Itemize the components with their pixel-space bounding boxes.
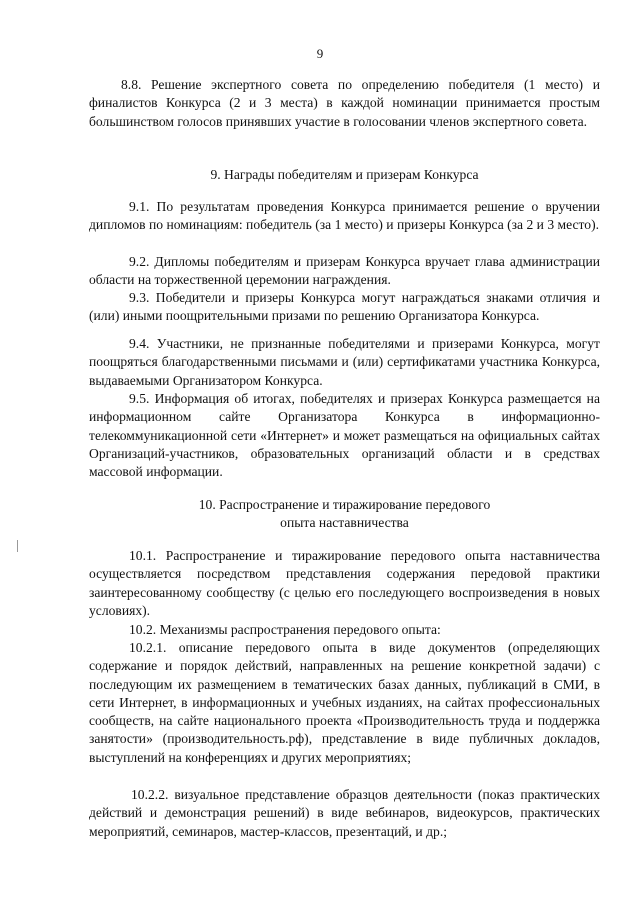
paragraph-9-3: 9.3. Победители и призеры Конкурса могут награждаться знаками отличия и (или) иными поощрительными призами по решению Организатора Конкурса. bbox=[89, 290, 600, 324]
paragraph-9-1: 9.1. По результатам проведения Конкурса принимается решение о вручении дипломов по номинациям: победитель (за 1 место) и призеры Конкурса (за 2 и 3 место). bbox=[89, 199, 600, 233]
paragraph-8-8: 8.8. Решение экспертного совета по определению победителя (1 место) и финалистов Конкурса (2 и 3 места) в каждой номинации принимается простым большинством голосов принявших участие в голосовании членов экспертного совета. bbox=[89, 77, 600, 129]
paragraph-10-2-1: 10.2.1. описание передового опыта в виде документов (определяющих содержание и порядок действий, направленных на решение конкретной задачи) с последующим их размещением в тематических базах данных, публикаций в СМИ, в сети Интернет, в информационных и учебных изданиях, на сайтах профессиональных сообществ, на сайте национального проекта «Производительность труда и поддержка занятости» (производительность.рф), представление в виде публичных докладов, выступлений на конференциях и других мероприятиях; bbox=[89, 640, 600, 765]
paragraph-9-5: 9.5. Информация об итогах, победителях и призерах Конкурса размещается на информационном сайте Организатора Конкурса в информационно-телекоммуникационной сети «Интернет» и может размещаться на официальных сайтах Организаций-участников, образовательных организаций области и в средствах массовой информации. bbox=[89, 391, 600, 480]
page-number: 9 bbox=[316, 46, 324, 61]
section-10-title-line2: опыта наставничества bbox=[280, 515, 409, 531]
paragraph-10-2: 10.2. Механизмы распространения передового опыта: bbox=[129, 622, 441, 637]
section-10-title-line1: 10. Распространение и тиражирование передового bbox=[198, 497, 491, 512]
section-9-title: 9. Награды победителям и призерам Конкурса bbox=[210, 167, 479, 182]
scan-artifact-line bbox=[17, 540, 18, 552]
paragraph-10-2-2: 10.2.2. визуальное представление образцов деятельности (показ практических действий и демонстрация решений) в виде вебинаров, видеокурсов, практических мероприятий, семинаров, мастер-классов, презентаций, и др.; bbox=[89, 787, 600, 839]
paragraph-9-2: 9.2. Дипломы победителям и призерам Конкурса вручает глава администрации области на торжественной церемонии награждения. bbox=[89, 254, 600, 288]
paragraph-9-4: 9.4. Участники, не признанные победителями и призерами Конкурса, могут поощряться благодарственными письмами и (или) сертификатами участника Конкурса, выдаваемыми Организатором Конкурса. bbox=[89, 336, 600, 388]
section-10-title bbox=[89, 496, 600, 533]
paragraph-10-1: 10.1. Распространение и тиражирование передового опыта наставничества осуществляется посредством представления содержания передовой практики заинтересованному сообществу (с целью его последующего воспроизведения в новых условиях). bbox=[89, 548, 600, 618]
